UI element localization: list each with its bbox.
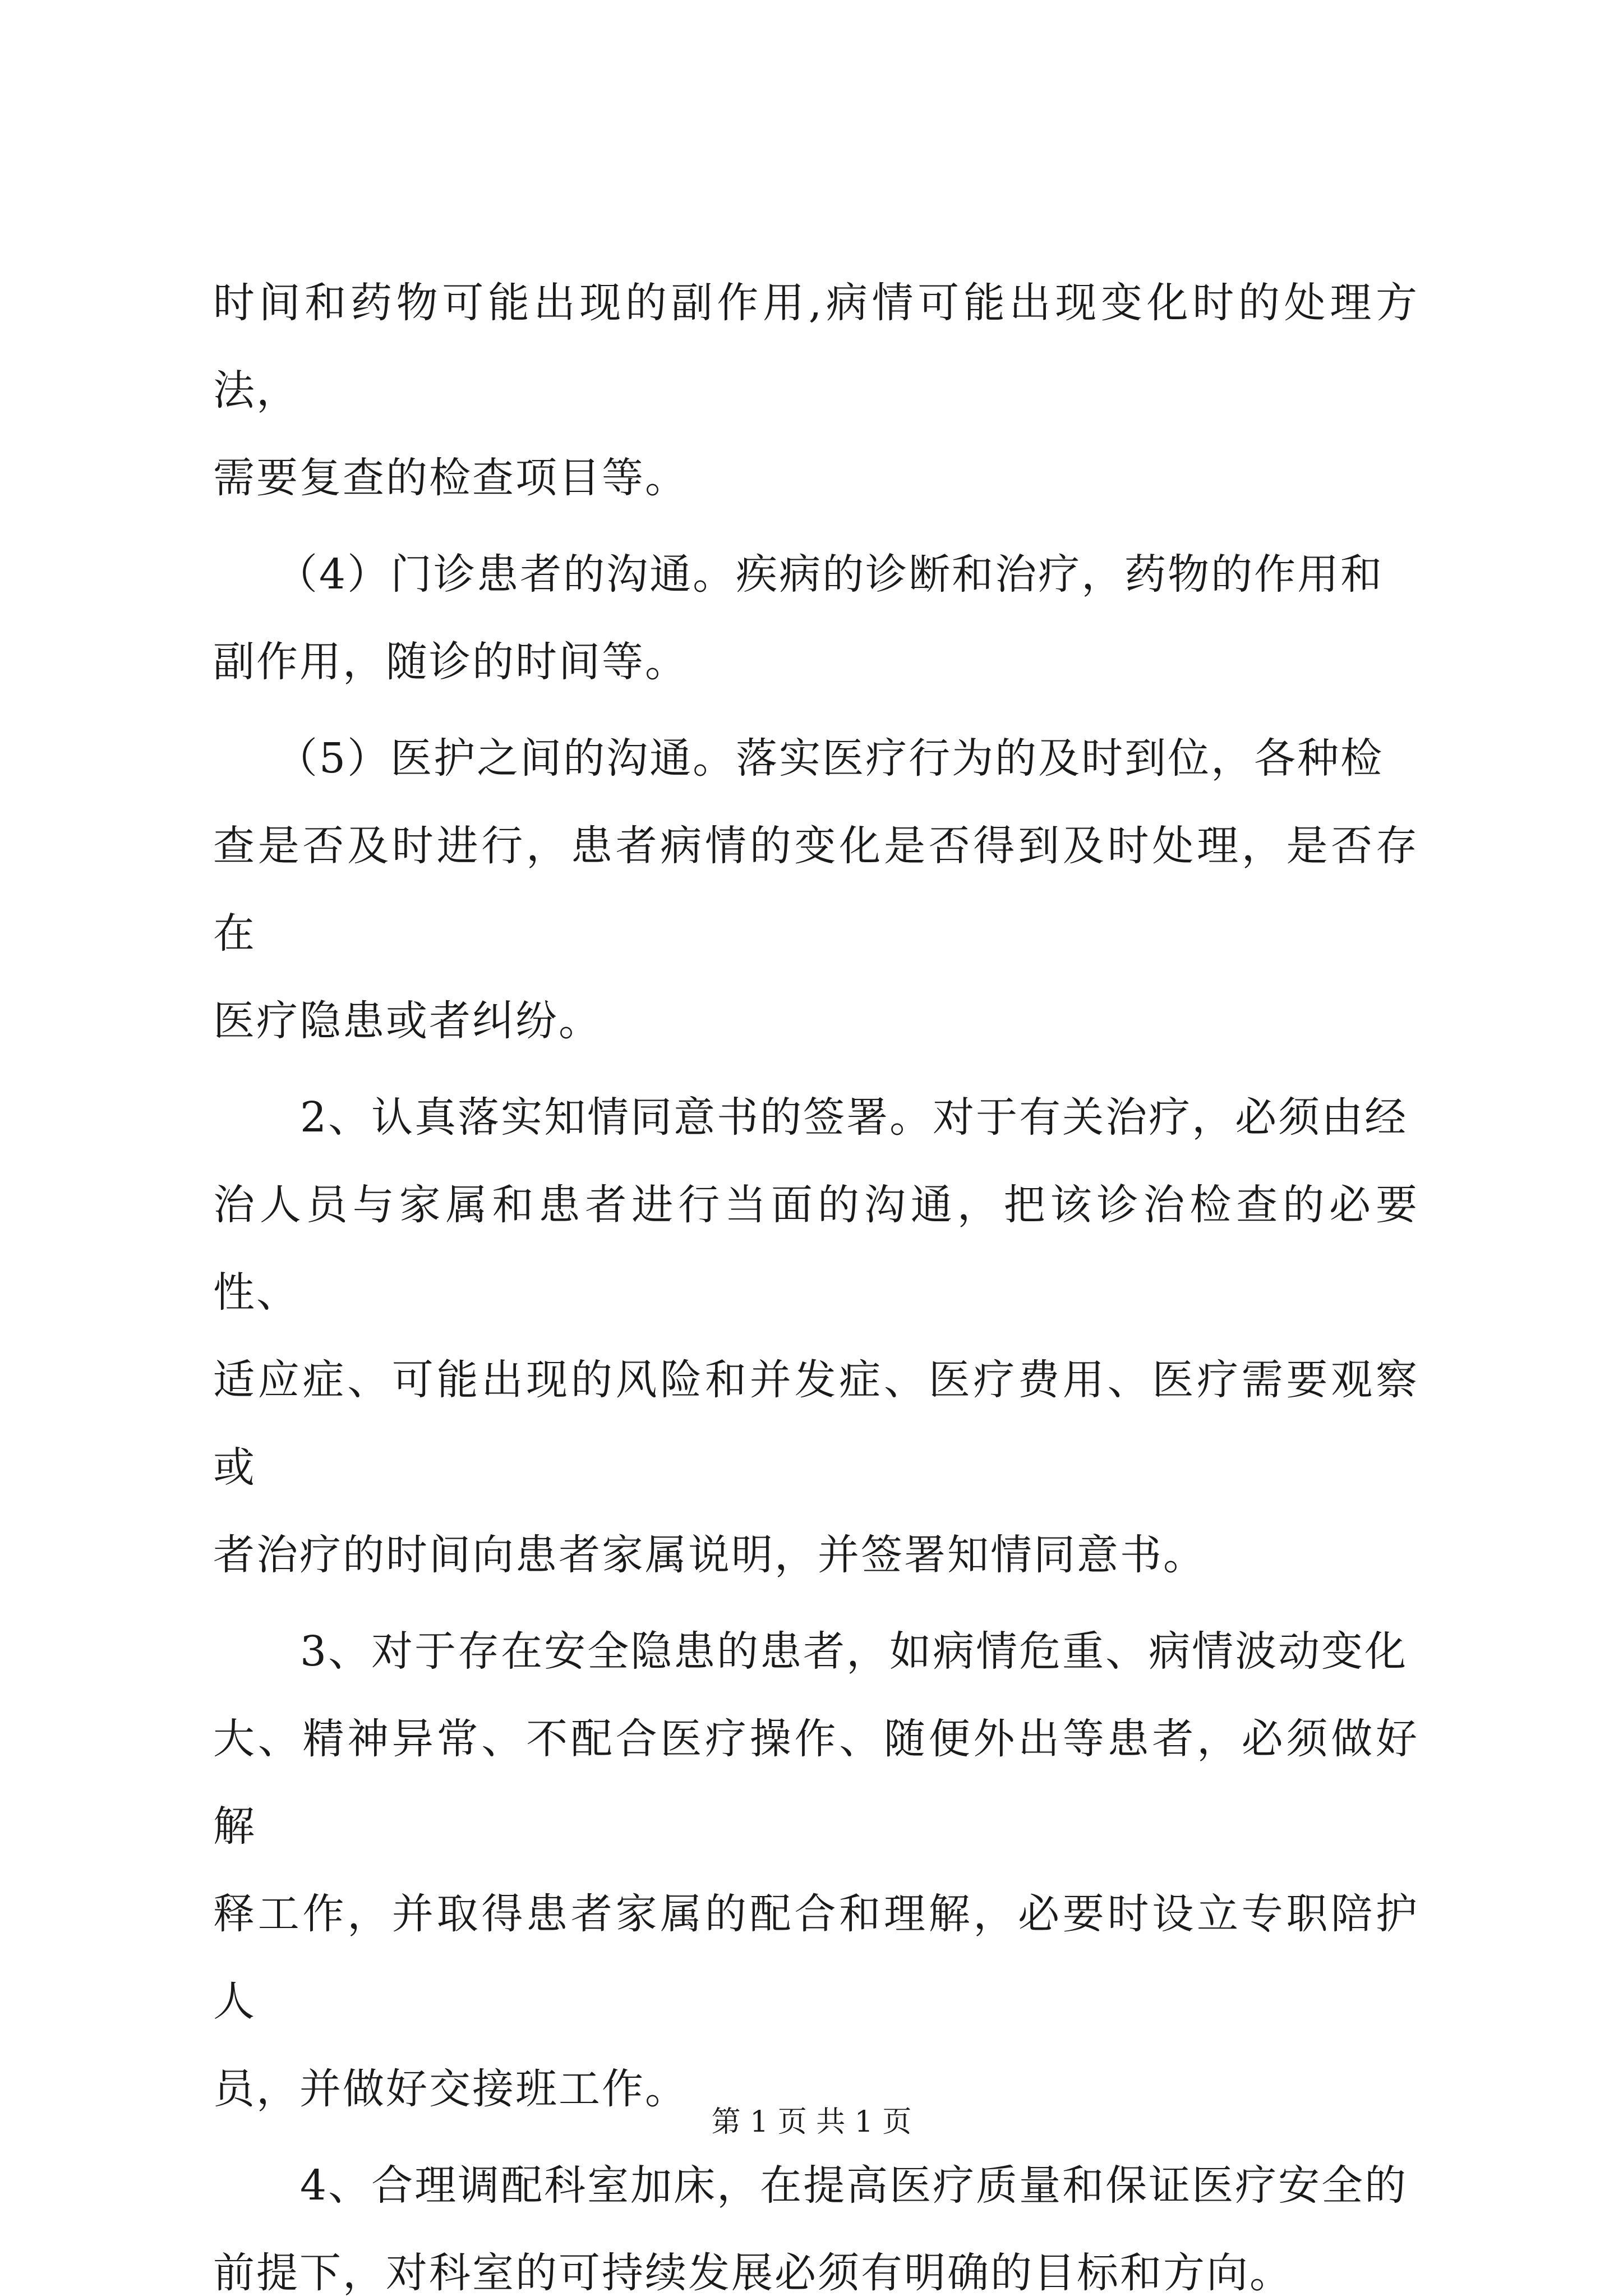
line: 查是否及时进行，患者病情的变化是否得到及时处理，是否存在 (213, 822, 1419, 958)
line: 大、精神异常、不配合医疗操作、随便外出等患者，必须做好解 (213, 1715, 1419, 1851)
line: 时间和药物可能出现的副作用,病情可能出现变化时的处理方法， (213, 279, 1419, 415)
line: 员，并做好交接班工作。 (213, 2065, 688, 2113)
page-footer: 第 1 页 共 1 页 (711, 2105, 912, 2139)
paragraph-4 (213, 1074, 1419, 1599)
paragraph-3 (213, 715, 1419, 1065)
line: 4、合理调配科室加床，在提高医疗质量和保证医疗安全的 (300, 2161, 1408, 2210)
line: 副作用，随诊的时间等。 (213, 638, 688, 686)
line: 2、认真落实知情同意书的签署。对于有关治疗，必须由经 (300, 1093, 1408, 1142)
line: （4）门诊患者的沟通。疾病的诊断和治疗，药物的作用和 (276, 550, 1384, 599)
line: 治人员与家属和患者进行当面的沟通，把该诊治检查的必要性、 (213, 1181, 1419, 1317)
line: 3、对于存在安全隐患的患者，如病情危重、病情波动变化 (300, 1627, 1408, 1676)
line: 前提下，对科室的可持续发展必须有明确的目标和方向。 (213, 2249, 1293, 2296)
paragraph-2 (213, 531, 1419, 706)
line: （5）医护之间的沟通。落实医疗行为的及时到位，各种检 (276, 734, 1384, 783)
line: 医疗隐患或者纠纷。 (213, 997, 602, 1045)
line: 者治疗的时间向患者家属说明，并签署知情同意书。 (213, 1531, 1206, 1579)
line: 需要复查的检查项目等。 (213, 454, 688, 502)
paragraph-1 (213, 259, 1419, 522)
paragraph-5 (213, 1608, 1419, 2133)
document-body (213, 259, 1419, 2296)
line: 释工作，并取得患者家属的配合和理解，必要时设立专职陪护人 (213, 1890, 1419, 2026)
paragraph-6 (213, 2142, 1419, 2296)
line: 适应症、可能出现的风险和并发症、医疗费用、医疗需要观察或 (213, 1356, 1419, 1492)
